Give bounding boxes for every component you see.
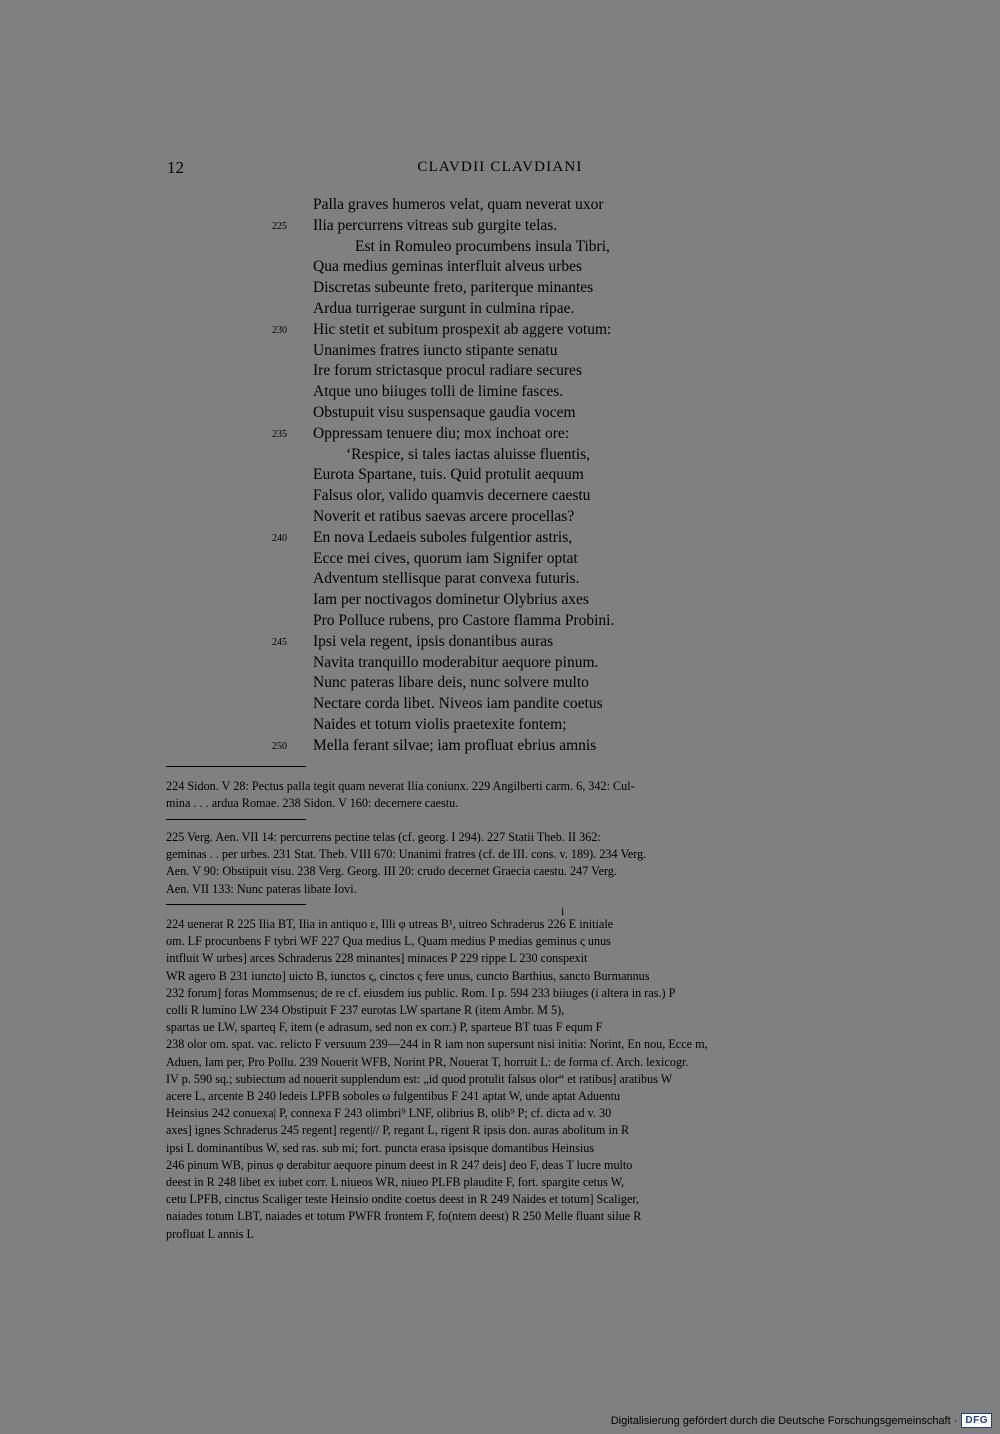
apparatus-line: colli R lumino LW 234 Obstipuit F 237 eurotas LW spartane R (item Ambr. M 5), <box>166 1003 565 1018</box>
critical-apparatus <box>166 916 836 1243</box>
verse-line: Hic stetit et subitum prospexit ab aggere votum: <box>313 321 612 338</box>
verse-number: 225 <box>272 221 287 232</box>
verse-line: ‘Respice, si tales iactas aluisse fluentis, <box>346 446 591 463</box>
apparatus-line: IV p. 590 sq.; subiectum ad nouerit supplendum est: „id quod protulit falsus olor“ et ratibus] aratibus W <box>166 1071 673 1086</box>
verse-line: Qua medius geminas interfluit alveus urbes <box>313 258 583 275</box>
apparatus-line: Aen. V 90: Obstipuit visu. 238 Verg. Georg. III 20: crudo decernet Graecia caestu. 247 Verg. <box>166 864 617 879</box>
verse-line: Obstupuit visu suspensaque gaudia vocem <box>313 404 576 421</box>
apparatus-line: 246 pinum WB, pinus φ derabitur aequore pinum deest in R 247 deis] deo F, deas T lucre multo <box>166 1157 633 1172</box>
running-title: CLAVDII CLAVDIANI <box>417 159 583 175</box>
verse-number: 245 <box>272 637 287 648</box>
apparatus-line: spartas ue LW, sparteq F, item (e adrasum, sed non ex corr.) P, sparteue BT tuas F equm F <box>166 1020 603 1035</box>
apparatus-line: geminas . . per urbes. 231 Stat. Theb. VIII 670: Unanimi fratres (cf. de III. cons. v. 189). 234 Verg. <box>166 847 647 862</box>
testimonia-block-1 <box>166 778 836 812</box>
apparatus-line: profluat L annis L <box>166 1226 254 1241</box>
verse-line: Ire forum strictasque procul radiare secures <box>313 362 582 379</box>
apparatus-line: om. LF procunbens F tybri WF 227 Qua medius L, Quam medius P medias geminus ς unus <box>166 934 611 949</box>
verse-line: Navita tranquillo moderabitur aequore pinum. <box>313 654 599 671</box>
apparatus-line: axes] ignes Schraderus 245 regent] regent|// P, regant L, rigent R ipsis don. auras abolitum in R <box>166 1123 630 1138</box>
verse-line: Palla graves humeros velat, quam neverat uxor <box>313 196 604 213</box>
apparatus-line: 224 Sidon. V 28: Pectus palla tegit quam neverat Ilia coniunx. 229 Angilberti carm. 6, 342: Cul- <box>166 779 635 793</box>
footer-text: Digitalisierung gefördert durch die Deutsche Forschungsgemeinschaft · <box>610 1414 958 1427</box>
apparatus-line: intfluit W urbes] arces Schraderus 228 minantes] minaces P 229 rippe L 230 conspexit <box>166 951 588 966</box>
verse-line: Naides et totum violis praetexite fontem; <box>313 716 567 733</box>
apparatus-line: deest in R 248 libet ex iubet corr. L niueos WR, niueo PLFB plaudite F, fort. spargite cetus W, <box>166 1175 625 1190</box>
apparatus-line: 225 Verg. Aen. VII 14: percurrens pectine telas (cf. georg. I 294). 227 Statii Theb. II 362: <box>166 830 601 844</box>
apparatus-line: 232 forum] foras Mommsenus; de re cf. eiusdem ius public. Rom. I p. 594 233 biiuges (i altera in ras.) P <box>166 985 676 1000</box>
verse-line: Noverit et ratibus saevas arcere procellas? <box>313 508 575 525</box>
apparatus-line: acere L, arcente B 240 ledeis LPFB soboles ω fulgentibus F 241 aptat W, unde aptat Aduentu <box>166 1089 621 1104</box>
apparatus-line: Aen. VII 133: Nunc pateras libate Iovi. <box>166 881 357 896</box>
critical-marker: i <box>561 904 565 918</box>
apparatus-line: 224 uenerat R 225 Ilia BT, Ilia in antiquo ε, Illi φ utreas B¹, uitreo Schraderus 226 E initiale <box>166 917 614 931</box>
apparatus-divider <box>166 819 306 820</box>
verse-line: Ecce mei cives, quorum iam Signifer optat <box>313 550 578 567</box>
page-header <box>0 158 1000 182</box>
verse-line: Discretas subeunte freto, pariterque minantes <box>313 279 594 296</box>
verse-number: 250 <box>272 741 287 752</box>
verse-line: Ipsi vela regent, ipsis donantibus auras <box>313 633 554 650</box>
verse-line: Mella ferant silvae; iam profluat ebrius amnis <box>313 737 597 754</box>
apparatus-line: 238 olor om. spat. vac. relicto F versuum 239—244 in R iam non supersunt nisi initia: Norint, En nou, Ecce m, <box>166 1037 708 1052</box>
verse-number: 240 <box>272 533 287 544</box>
apparatus-line: Heinsius 242 conuexa| P, connexa F 243 olimbri⁹ LNF, olibrius B, olib⁹ P; cf. dicta ad v. 30 <box>166 1106 612 1121</box>
apparatus-line: cetu LPFB, cinctus Scaliger teste Heinsio ondite coetus deest in R 249 Naides et totum] Scaliger, <box>166 1192 640 1207</box>
verse-line: Adventum stellisque parat convexa futuris. <box>313 570 580 587</box>
verse-line: Unanimes fratres iuncto stipante senatu <box>313 342 558 359</box>
verse-line: Ardua turrigerae surgunt in culmina ripae. <box>313 300 575 317</box>
verse-line: En nova Ledaeis suboles fulgentior astris, <box>313 529 573 546</box>
verse-number: 230 <box>272 325 287 336</box>
apparatus-line: Aduen, Iam per, Pro Pollu. 239 Nouerit WFB, Norint PR, Nouerat T, horruit L: de forma cf. Arch. lexicogr. <box>166 1054 689 1069</box>
verse-line: Falsus olor, valido quamvis decernere caestu <box>313 487 591 504</box>
apparatus-line: WR agero B 231 iuncto] uicto B, iunctos ς, cinctos ς fere unus, cuncto Barthius, sancto Burmannus <box>166 968 650 983</box>
apparatus-line: naiades totum LBT, naiades et totum PWFR frontem F, fo(ntem deest) R 250 Melle fluant silue R <box>166 1209 642 1224</box>
dfg-logo: DFG <box>961 1413 992 1428</box>
page-number: 12 <box>167 158 184 177</box>
verse-number: 235 <box>272 429 287 440</box>
footer <box>611 1413 992 1428</box>
verse-line: Ilia percurrens vitreas sub gurgite telas. <box>313 217 558 234</box>
verse-line: Iam per noctivagos dominetur Olybrius axes <box>313 591 589 608</box>
testimonia-block-2 <box>166 829 836 898</box>
verse-line: Pro Polluce rubens, pro Castore flamma Probini. <box>313 612 615 629</box>
apparatus-divider <box>166 766 306 767</box>
verse-line: Eurota Spartane, tuis. Quid protulit aequum <box>313 466 584 483</box>
apparatus-line: ipsi L dominantibus W, sed ras. sub mi; fort. puncta erasa ipsisque domantibus Heinsius <box>166 1140 595 1155</box>
verse-line: Est in Romuleo procumbens insula Tibri, <box>355 238 610 255</box>
apparatus-divider <box>166 904 306 905</box>
verse-line: Atque uno biiuges tolli de limine fasces. <box>313 383 564 400</box>
verse-line: Nectare corda libet. Niveos iam pandite coetus <box>313 695 603 712</box>
verse-line: Oppressam tenuere diu; mox inchoat ore: <box>313 425 570 442</box>
verse-line: Nunc pateras libare deis, nunc solvere multo <box>313 674 589 691</box>
apparatus-line: mina . . . ardua Romae. 238 Sidon. V 160: decernere caestu. <box>166 796 459 811</box>
